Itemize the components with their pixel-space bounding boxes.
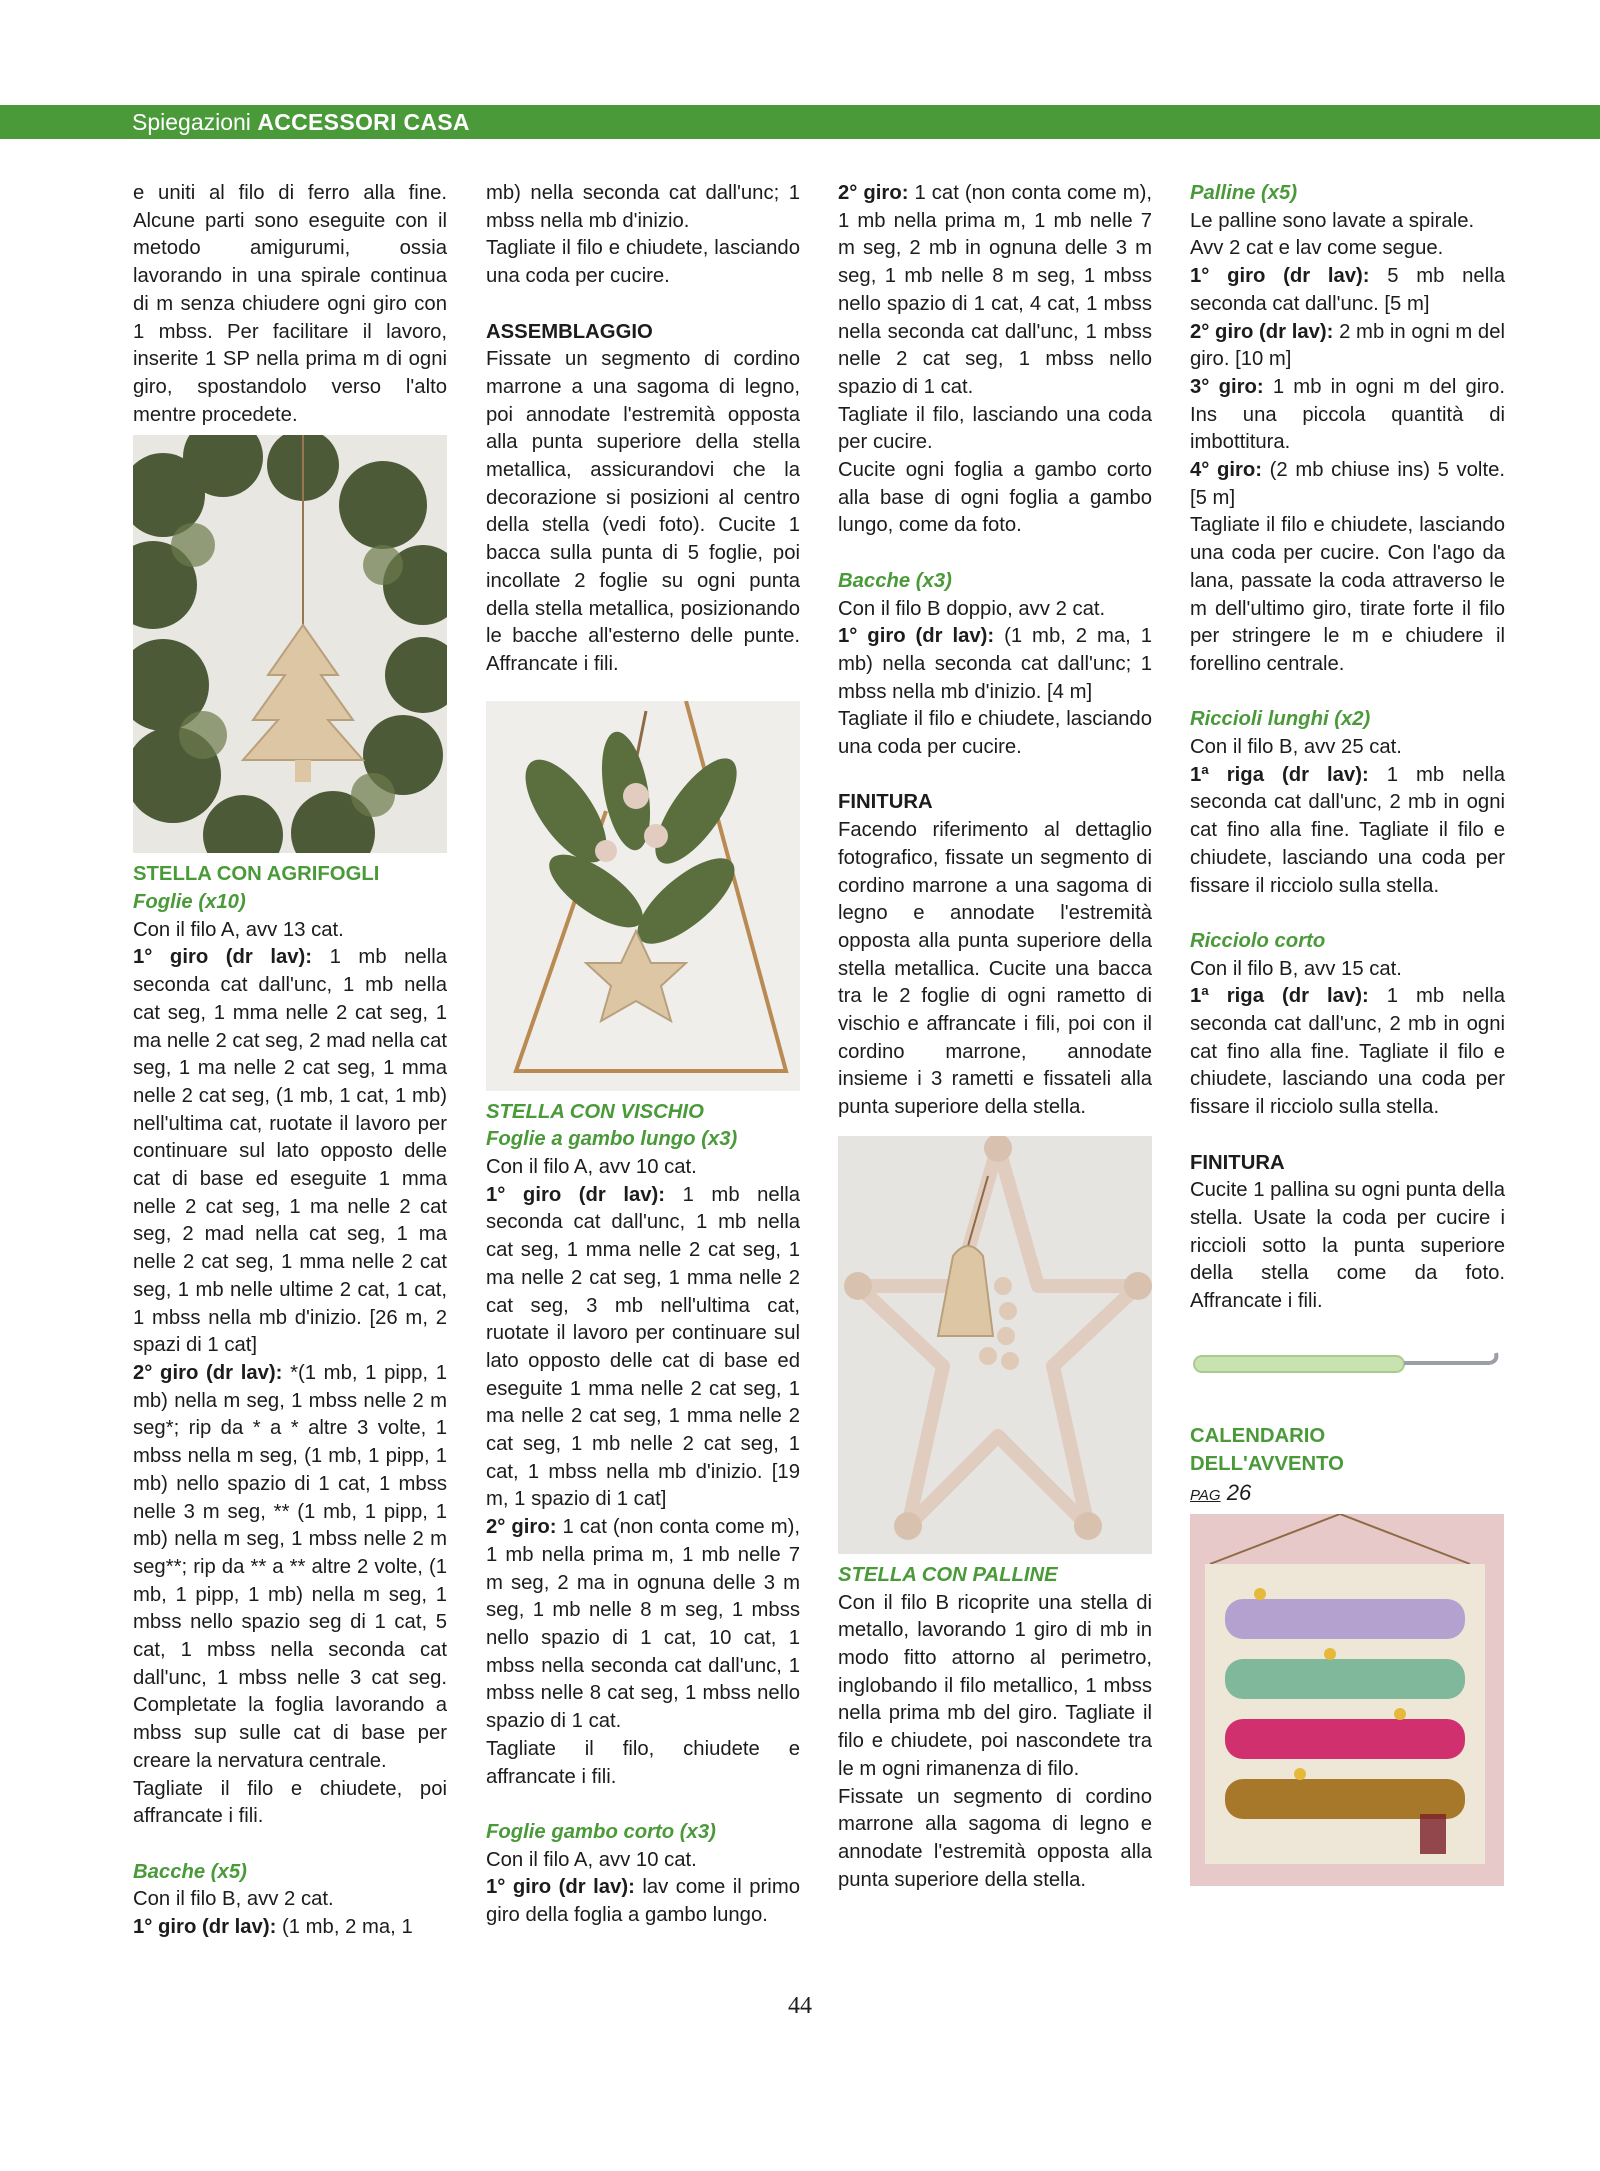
page-reference[interactable]	[1190, 1479, 1505, 1510]
row-label: 1ª riga (dr lav):	[1190, 763, 1369, 786]
instruction-giro1	[133, 944, 447, 1360]
column-3	[838, 180, 1152, 1894]
text-line: Avv 2 cat e lav come segue.	[1190, 237, 1444, 260]
section-title-stella-vischio: STELLA CON VISCHIO	[486, 1100, 704, 1123]
round-label: 3° giro:	[1190, 375, 1264, 398]
instruction-giro1	[838, 623, 1152, 706]
section-title-stella-agrifogli: STELLA CON AGRIFOGLI	[133, 863, 380, 886]
text-line: mb) nella seconda cat dall'unc; 1 mbss nella mb d'inizio.	[486, 182, 800, 232]
round-label: 1° giro (dr lav):	[133, 946, 313, 969]
row-text: 1 mb nella seconda cat dall'unc, 2 mb in ogni cat fino alla fine. Tagliate il filo e chiudete, lasciando una coda per fissare il ricciolo sulla stella.	[1190, 763, 1505, 897]
text-line: Con il filo B, avv 15 cat.	[1190, 957, 1402, 980]
text-line: Cucite ogni foglia a gambo corto alla base di ogni foglia a gambo lungo, come da foto.	[838, 459, 1152, 537]
text-line: Tagliate il filo, lasciando una coda per cucire.	[838, 403, 1152, 454]
round-text: 1 cat (non conta come m), 1 mb nella prima m, 1 mb nelle 7 m seg, 2 mb in ognuna delle 3 m seg, 1 mb nelle 8 m seg, 1 mbss nello spazio di 1 cat, 4 cat, 1 mbss nella seconda cat dall'unc, 1 mbss nelle 2 cat seg, 1 mbss nello spazio di 1 cat.	[838, 182, 1152, 398]
text-block: Fissate un segmento di cordino marrone alla sagoma di legno e annodate l'estremità opposta alla punta superiore della stella.	[838, 1785, 1152, 1891]
row-label: 1ª riga (dr lav):	[1190, 985, 1369, 1008]
page-reference-label: PAG	[1190, 1486, 1221, 1504]
crochet-hook-icon	[1190, 1338, 1505, 1388]
round-text: 2 mb in ogni m del giro. [10 m]	[1190, 320, 1505, 371]
heading-finitura: FINITURA	[838, 791, 933, 814]
text-block: Fissate un segmento di cordino marrone a una sagoma di legno, poi annodate l'estremità opposta alla punta superiore della stella metallica, assicurandovi che la decorazione si posizioni al centro della stella (vedi foto). Cucite 1 bacca sulla punta di 5 foglie, poi incollate 2 foglie su ogni punta della stella metallica, posizionando le bacche all'esterno delle punte. Affrancate i fili.	[486, 348, 800, 675]
round-text: 1 mb nella seconda cat dall'unc, 1 mb nella cat seg, 1 mma nelle 2 cat seg, 1 ma nelle 2 cat seg, 1 mma nelle 2 cat seg, 3 mb nell'ultima cat, ruotate il lavoro per continuare sul lato opposto delle cat di base ed eseguite 1 mma nelle 2 cat seg, 1 ma nelle 2 cat seg, 1 mma nelle 2 cat seg, 1 mb nelle 2 cat seg, 1 cat, 1 mbss nella mb d'inizio. [19 m, 1 spazio di 1 cat]	[486, 1183, 800, 1511]
text-block: Facendo riferimento al dettaglio fotografico, fissate un segmento di cordino marrone a una sagoma di legno e annodate l'estremità opposta alla punta superiore della stella metallica. Cucite una bacca tra le 2 foglie di ogni rametto di vischio e affrancate i fili, poi con il cordino marrone, annodate insieme i 3 rametti e fissateli alla punta superiore della stella.	[838, 819, 1152, 1119]
round-label: 1° giro (dr lav):	[486, 1183, 666, 1206]
text-line: Tagliate il filo e chiudete, lasciando una coda per cucire.	[838, 708, 1152, 759]
instruction-giro1	[486, 1182, 800, 1514]
row-text: 1 mb nella seconda cat dall'unc, 2 mb in ogni cat fino alla fine. Tagliate il filo e chiudete, lasciando una coda per fissare il ricciolo sulla stella.	[1190, 985, 1505, 1119]
round-text: 1 mb in ogni m del giro. Ins una piccola quantità di imbottitura.	[1190, 375, 1505, 454]
advent-calendar-photo	[1190, 1514, 1504, 1886]
text-block: Cucite 1 pallina su ogni punta della stella. Usate la coda per cucire i riccioli sotto la punta superiore della stella come da foto. Affrancate i fili.	[1190, 1179, 1505, 1313]
subsection-bacche: Bacche (x5)	[133, 1860, 247, 1883]
column-4	[1190, 180, 1505, 1894]
round-label: 2° giro:	[486, 1516, 557, 1539]
subsection-foglie-gambo-lungo: Foglie a gambo lungo (x3)	[486, 1128, 738, 1151]
subsection-riccioli-lunghi: Riccioli lunghi (x2)	[1190, 708, 1371, 731]
text-line: Con il filo B, avv 25 cat.	[1190, 736, 1402, 759]
round-label: 1° giro (dr lav):	[1190, 265, 1370, 288]
text-line: Le palline sono lavate a spirale.	[1190, 209, 1475, 232]
text-line: Tagliate il filo e chiudete, lasciando una coda per cucire.	[486, 237, 800, 288]
heading-finitura: FINITURA	[1190, 1151, 1285, 1174]
instruction-giro2	[838, 180, 1152, 402]
column-1	[133, 180, 447, 1942]
round-label: 1° giro (dr lav):	[486, 1876, 635, 1899]
instruction-giro3	[1190, 374, 1505, 457]
round-label: 2° giro:	[838, 182, 909, 204]
mistletoe-star-photo	[486, 701, 800, 1091]
text-line: Con il filo A, avv 10 cat.	[486, 1848, 697, 1871]
pompom-star-photo	[838, 1136, 1152, 1554]
round-text: 1 mb nella seconda cat dall'unc, 1 mb nella cat seg, 1 mma nelle 2 cat seg, 1 ma nelle 2 cat seg, 2 mad nella cat seg, 1 ma nelle 2 cat seg, 1 mma nelle 2 cat seg, (1 mb, 1 cat, 1 mb) nell'ultima cat, ruotate il lavoro per continuare sul lato opposto delle cat di base ed eseguite 1 mma nelle 2 cat seg, 1 ma nelle 2 cat seg, 2 mad nella cat seg, 1 ma nelle 2 cat seg, 1 mma nelle 2 cat seg, 1 mb nelle ultime 2 cat, 1 cat, 1 mbss nella mb d'inizio. [26 m, 2 spazi di 1 cat]	[133, 946, 447, 1357]
subsection-foglie-gambo-corto: Foglie gambo corto (x3)	[486, 1820, 716, 1843]
text-line: Con il filo B doppio, avv 2 cat.	[838, 597, 1106, 620]
section-header-prefix: Spiegazioni	[132, 109, 258, 135]
holly-star-photo	[133, 435, 447, 853]
round-label: 1° giro (dr lav):	[133, 1916, 277, 1939]
round-label: 4° giro:	[1190, 459, 1263, 482]
page-number: 44	[788, 1993, 812, 2019]
column-2	[486, 180, 800, 1930]
instruction-giro4	[1190, 457, 1505, 512]
text-line: Con il filo A, avv 10 cat.	[486, 1156, 697, 1179]
section-header	[132, 109, 470, 135]
text-block: Tagliate il filo e chiudete, lasciando una coda per cucire. Con l'ago da lana, passate la coda attraverso le m dell'ultimo giro, tirate forte il filo per stringere le m e chiudere il forellino centrale.	[1190, 514, 1505, 675]
instruction-riga1	[1190, 983, 1505, 1122]
instruction-giro2	[133, 1360, 447, 1776]
round-text: 1 cat (non conta come m), 1 mb nella prima m, 1 mb nelle 7 m seg, 2 ma in ognuna delle 3 m seg, 1 mb nelle 8 m seg, 1 mbss nello spazio di 1 cat, 10 cat, 1 mbss nella seconda cat dall'unc, 1 mbss nelle 8 cat seg, 1 mbss nello spazio di 1 cat.	[486, 1516, 800, 1733]
section-header-title: ACCESSORI CASA	[257, 109, 470, 135]
round-text: (2 mb chiuse ins) 5 volte. [5 m]	[1190, 459, 1505, 509]
round-text: lav come il primo giro della foglia a gambo lungo.	[486, 1876, 800, 1927]
text-line: Tagliate il filo e chiudete, poi affrancate i fili.	[133, 1777, 447, 1828]
heading-assemblaggio: ASSEMBLAGGIO	[486, 320, 653, 343]
subsection-foglie: Foglie (x10)	[133, 891, 246, 914]
calendario-title-line1: CALENDARIO	[1190, 1425, 1326, 1448]
intro-text: e uniti al filo di ferro alla fine. Alcune parti sono eseguite con il metodo amigurumi, ossia lavorando in una spirale continua di m senza chiudere ogni giro con 1 mbss. Per facilitare il lavoro, inserite 1 SP nella prima m di ogni giro, spostandolo verso l'alto mentre procedete.	[133, 182, 447, 426]
round-label: 2° giro (dr lav):	[133, 1361, 283, 1384]
calendario-title-line2: DELL'AVVENTO	[1190, 1453, 1344, 1476]
instruction-giro2	[486, 1514, 800, 1736]
section-title-stella-palline: STELLA CON PALLINE	[838, 1563, 1058, 1586]
instruction-giro1	[1190, 263, 1505, 318]
round-text: 5 mb nella seconda cat dall'unc. [5 m]	[1190, 265, 1505, 315]
round-label: 2° giro (dr lav):	[1190, 320, 1334, 343]
text-line: Tagliate il filo, chiudete e affrancate i fili.	[486, 1737, 800, 1788]
round-label: 1° giro (dr lav):	[838, 625, 995, 648]
instruction-giro1	[486, 1874, 800, 1929]
round-text: (1 mb, 2 ma, 1 mb) nella seconda cat dall'unc; 1 mbss nella mb d'inizio. [4 m]	[838, 625, 1152, 703]
round-text: *(1 mb, 1 pipp, 1 mb) nella m seg, 1 mbss nelle 2 m seg*; rip da * a * altre 3 volte, 1 mbss nella m seg, (1 mb, 1 pipp, 1 mb) nello spazio di 1 cat, 1 mbss nelle 3 m seg, ** (1 mb, 1 pipp, 1 mb) nella m seg, 1 mbss nelle 2 m seg**; rip da ** a ** altre 2 volte, (1 mb, 1 pipp, 1 mb) nella m seg, 1 mbss nello spazio seg di 1 cat, 5 cat, 1 mbss nella seconda cat dall'unc, 1 mbss nelle 3 cat seg. Completate la foglia lavorando a mbss sup sulle cat di base per creare la nervatura centrale.	[133, 1361, 447, 1772]
text-line: Con il filo B, avv 2 cat.	[133, 1888, 334, 1911]
text-line: Con il filo A, avv 13 cat.	[133, 918, 344, 941]
round-text: (1 mb, 2 ma, 1	[276, 1916, 413, 1939]
text-block: Con il filo B ricoprite una stella di metallo, lavorando 1 giro di mb in modo fitto attorno al perimetro, inglobando il filo metallico, 1 mbss nella prima mb del giro. Tagliate il filo e chiudete, poi nascondete tra le m ogni rimanenza di filo.	[838, 1591, 1152, 1780]
instruction-giro1	[133, 1914, 447, 1942]
page-reference-number: 26	[1226, 1479, 1252, 1505]
subsection-bacche: Bacche (x3)	[838, 569, 952, 592]
subsection-ricciolo-corto: Ricciolo corto	[1190, 929, 1326, 952]
instruction-giro2	[1190, 319, 1505, 374]
instruction-riga1	[1190, 762, 1505, 901]
subsection-palline: Palline (x5)	[1190, 182, 1298, 204]
